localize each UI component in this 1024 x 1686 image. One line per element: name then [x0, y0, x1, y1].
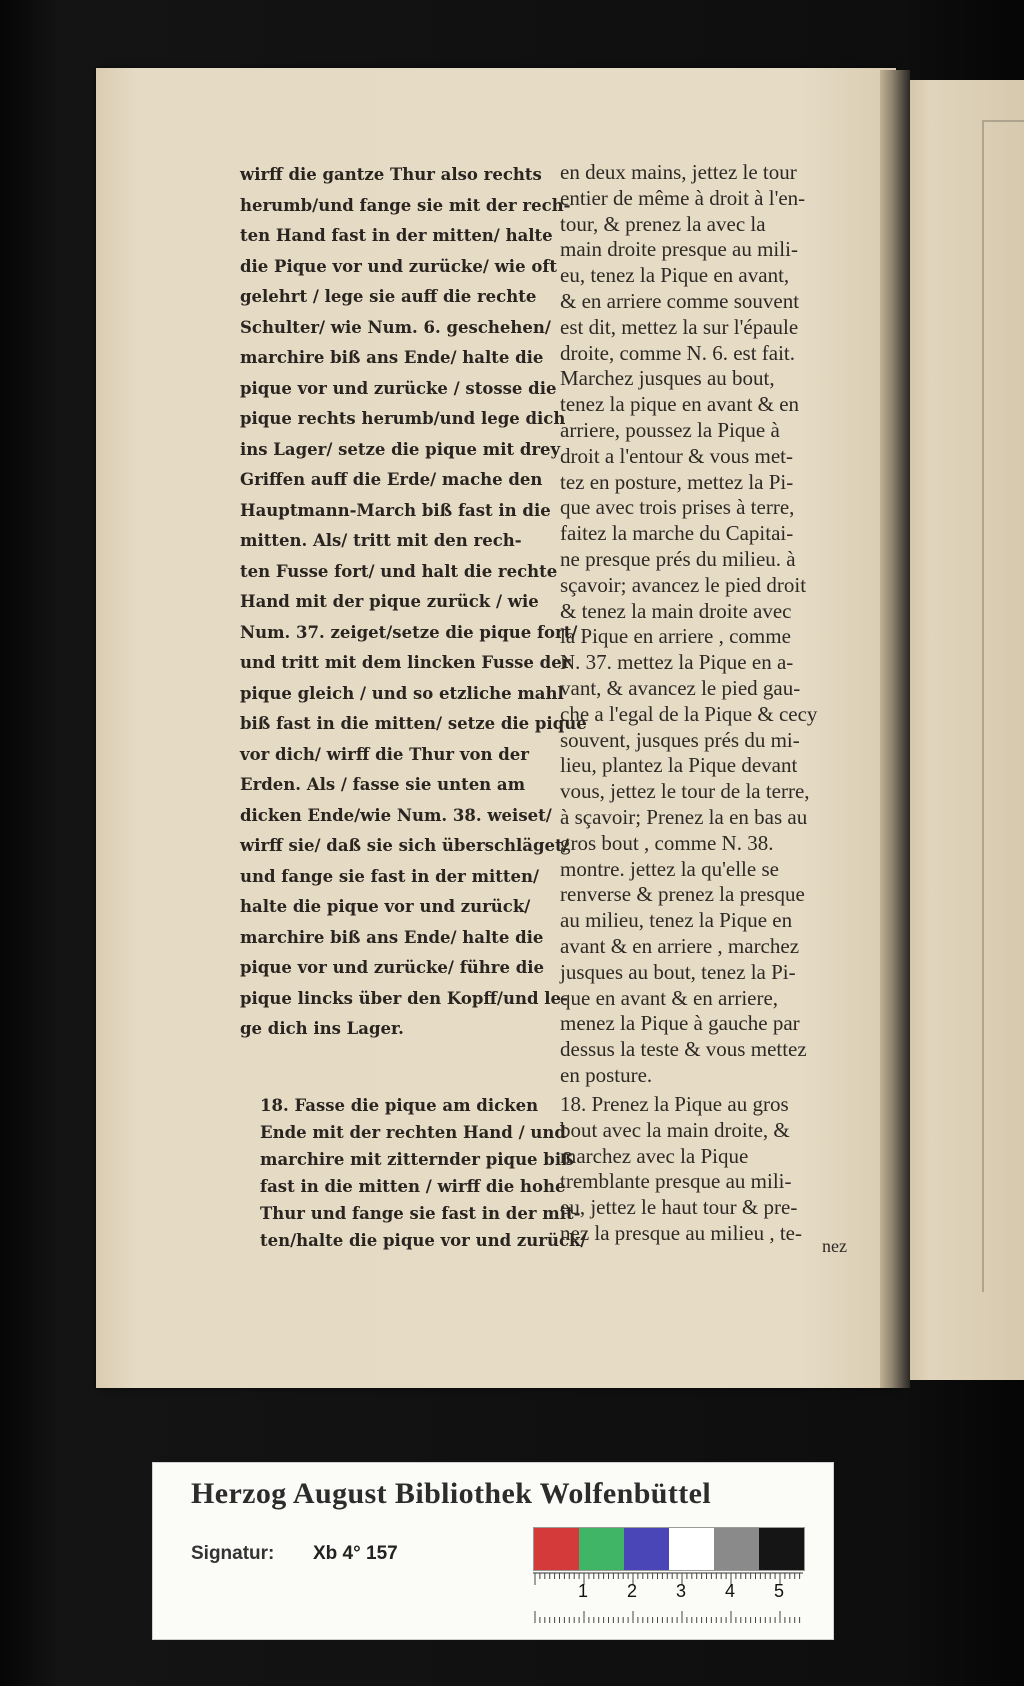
french-text-line: à sçavoir; Prenez la en bas au: [560, 804, 808, 829]
library-title: Herzog August Bibliothek Wolfenbüttel: [191, 1477, 712, 1510]
german-text-line: marchire biß ans Ende/ halte die: [240, 348, 544, 367]
french-text-line: lieu, plantez la Pique devant: [560, 753, 798, 778]
german-text-line: marchire biß ans Ende/ halte die: [240, 927, 544, 947]
german-text-line: wirff sie/ daß sie sich überschläget/: [240, 836, 569, 855]
french-text-line: eu, tenez la Pique en avant,: [560, 263, 790, 288]
german-text-line: dicken Ende/wie Num. 38. weiset/: [240, 805, 552, 825]
french-text-line: & en arriere comme souvent: [560, 288, 800, 313]
french-text-line: tenez la pique en avant & en: [560, 392, 800, 417]
german-section-line: Ende mit der rechten Hand / und: [260, 1123, 566, 1142]
french-text-column: [560, 160, 860, 1089]
color-swatch: [759, 1528, 804, 1570]
german-section-line: ten/halte die pique vor und zurück/: [260, 1231, 587, 1250]
color-swatch: [534, 1528, 579, 1570]
french-text-line: est dit, mettez la sur l'épaule: [560, 314, 799, 339]
book-gutter: [880, 70, 910, 1388]
ruler-number: 1: [577, 1581, 589, 1601]
german-text-line: ins Lager/ setze die pique mit drey: [240, 439, 561, 459]
german-text-line: Erden. Als / fasse sie unten am: [240, 775, 526, 794]
ruler-number: 5: [773, 1581, 785, 1601]
french-section-line: bout avec la main droite, &: [560, 1117, 790, 1142]
library-card: [152, 1462, 834, 1640]
french-section-line: marchez avec la Pique: [560, 1143, 749, 1168]
german-section-line: fast in die mitten / wirff die hohe: [260, 1177, 566, 1196]
french-text-line: jusques au bout, tenez la Pi-: [560, 959, 796, 984]
german-text-line: die Pique vor und zurücke/ wie oft: [240, 256, 558, 276]
german-text-line: pique vor und zurücke/ führe die: [240, 958, 545, 977]
adjacent-page: [900, 80, 1024, 1380]
french-text-line: dessus la teste & vous mettez: [560, 1037, 807, 1062]
french-text-line: vous, jettez le tour de la terre,: [560, 779, 810, 804]
color-swatch: [669, 1528, 714, 1570]
german-text-line: halte die pique vor und zurück/: [240, 897, 531, 916]
french-section-line: eu, jettez le haut tour & pre-: [560, 1195, 798, 1220]
french-text-line: vant, & avancez le pied gau-: [560, 675, 801, 700]
adjacent-page-frame: [982, 120, 1024, 1292]
german-text-column: [240, 160, 587, 1045]
color-calibration-strip: [533, 1527, 805, 1571]
german-text-line: Hand mit der pique zurück / wie: [240, 592, 539, 611]
color-swatch: [579, 1528, 624, 1570]
german-text-line: biß fast in die mitten/ setze die pique: [240, 714, 587, 733]
french-text-line: que en avant & en arriere,: [560, 985, 779, 1010]
french-text-line: faitez la marche du Capitai-: [560, 521, 794, 546]
french-text-line: arriere, poussez la Pique à: [560, 417, 780, 442]
german-section-line: Thur und fange sie fast in der mit-: [260, 1204, 581, 1223]
french-section-18: [560, 1092, 860, 1247]
german-section-line: marchire mit zitternder pique biß: [260, 1150, 574, 1169]
catchword: nez: [822, 1236, 847, 1256]
french-text-line: gros bout , comme N. 38.: [560, 830, 774, 855]
german-text-line: gelehrt / lege sie auff die rechte: [240, 287, 537, 306]
french-text-line: montre. jettez la qu'elle se: [560, 856, 779, 881]
french-text-line: souvent, jusques prés du mi-: [560, 727, 800, 752]
french-text-line: Marchez jusques au bout,: [560, 366, 775, 391]
german-text-line: pique lincks über den Kopff/und le-: [240, 988, 568, 1008]
french-text-line: N. 37. mettez la Pique en a-: [560, 650, 794, 675]
french-text-line: tour, & prenez la avec la: [560, 211, 766, 236]
french-text-line: au milieu, tenez la Pique en: [560, 908, 793, 933]
french-text-line: que avec trois prises à terre,: [560, 495, 795, 520]
german-text-line: ge dich ins Lager.: [240, 1019, 404, 1038]
color-swatch: [714, 1528, 759, 1570]
german-text-line: wirff die gantze Thur also rechts: [240, 165, 542, 184]
french-text-line: entier de même à droit à l'en-: [560, 185, 806, 210]
french-text-line: sçavoir; avancez le pied droit: [560, 572, 807, 597]
german-text-line: und fange sie fast in der mitten/: [240, 866, 540, 886]
german-text-line: vor dich/ wirff die Thur von der: [240, 744, 529, 764]
german-text-line: pique gleich / und so etzliche mahl: [240, 683, 564, 703]
french-text-line: che a l'egal de la Pique & cecy: [560, 701, 818, 726]
french-text-line: droite, comme N. 6. est fait.: [560, 340, 796, 365]
german-text-line: und tritt mit dem lincken Fusse der: [240, 653, 571, 672]
german-text-line: pique vor und zurücke / stosse die: [240, 378, 557, 398]
french-text-line: en deux mains, jettez le tour: [560, 160, 797, 184]
german-text-line: pique rechts herumb/und lege dich: [240, 409, 566, 428]
color-swatch: [624, 1528, 669, 1570]
signature-label: Signatur:: [191, 1543, 275, 1564]
french-text-line: main droite presque au mili-: [560, 237, 798, 262]
french-text-line: & tenez la main droite avec: [560, 598, 792, 623]
ruler-number: 4: [724, 1581, 736, 1601]
ruler-ticks: [533, 1571, 803, 1625]
french-text-line: tez en posture, mettez la Pi-: [560, 469, 794, 494]
german-text-line: Hauptmann-March biß fast in die: [240, 500, 551, 520]
french-text-line: renverse & prenez la presque: [560, 882, 805, 907]
ruler-number: 2: [626, 1581, 638, 1601]
ruler-number: 3: [675, 1581, 687, 1601]
german-text-line: ten Fusse fort/ und halt die rechte: [240, 561, 558, 581]
scale-ruler: [533, 1571, 803, 1625]
french-section-line: tremblante presque au mili-: [560, 1169, 792, 1194]
french-section-line: nez la presque au milieu , te-: [560, 1220, 802, 1245]
german-section-18: [260, 1092, 587, 1254]
french-text-line: la Pique en arriere , comme: [560, 624, 791, 649]
german-text-line: ten Hand fast in der mitten/ halte: [240, 226, 553, 245]
french-text-line: avant & en arriere , marchez: [560, 933, 800, 958]
french-text-line: droit a l'entour & vous met-: [560, 443, 793, 468]
french-text-line: en posture.: [560, 1062, 653, 1087]
french-text-line: ne presque prés du milieu. à: [560, 546, 796, 571]
german-section-line: 18. Fasse die pique am dicken: [260, 1096, 539, 1115]
german-text-line: Num. 37. zeiget/setze die pique fort/: [240, 622, 578, 642]
signature-value: Xb 4° 157: [313, 1543, 398, 1564]
german-text-line: Griffen auff die Erde/ mache den: [240, 470, 543, 489]
german-text-line: herumb/und fange sie mit der rech-: [240, 195, 571, 215]
french-text-line: menez la Pique à gauche par: [560, 1011, 800, 1036]
french-section-line: 18. Prenez la Pique au gros: [560, 1092, 789, 1116]
german-text-line: Schulter/ wie Num. 6. geschehen/: [240, 317, 551, 337]
german-text-line: mitten. Als/ tritt mit den rech-: [240, 531, 522, 550]
